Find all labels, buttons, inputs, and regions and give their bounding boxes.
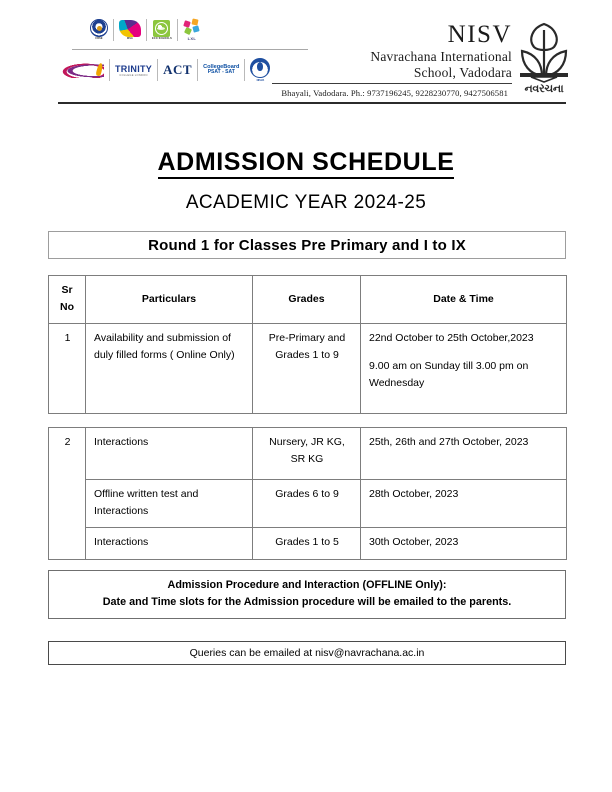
cell-sr-no: 2: [49, 428, 86, 560]
queries-notice: [48, 641, 566, 665]
logo-divider: [113, 19, 114, 41]
eco-globe-icon: [153, 20, 170, 37]
offline-procedure-notice: [48, 570, 566, 619]
logo-divider: [244, 59, 245, 81]
letterhead: [0, 0, 612, 112]
queries-notice-text: Queries can be emailed at nisv@navrachana.ac.in: [189, 647, 425, 659]
schedule-table-section-b: [48, 427, 567, 560]
page-subtitle: ACADEMIC YEAR 2024-25: [185, 192, 427, 213]
table-header-row: [49, 276, 567, 324]
school-name-rule: [272, 83, 512, 84]
page-title-text: ADMISSION SCHEDULE: [158, 148, 455, 179]
table-row: [49, 480, 567, 528]
schedule-table-section-a: [48, 275, 567, 414]
column-header-sr-no-line2: No: [60, 301, 74, 314]
nisva-logo-caption: NISVA: [256, 79, 265, 82]
school-name-line-1: Navrachana International: [370, 49, 512, 65]
column-header-sr-no: [49, 276, 86, 324]
column-header-date-time: Date & Time: [361, 276, 567, 324]
cell-date-time: 30th October, 2023: [361, 528, 567, 560]
cell-particulars: Interactions: [86, 428, 253, 480]
nisva-seal-icon: [250, 58, 270, 78]
navrachana-emblem: [514, 20, 574, 98]
council-swirl-icon: [58, 62, 104, 78]
cell-date-time: [361, 323, 567, 413]
cell-particulars: Offline written test and Interactions: [86, 480, 253, 528]
navrachana-leaf-emblem-icon: [514, 20, 574, 84]
school-contact-line: Bhayali, Vadodara. Ph.: 9737196245, 9228230770, 9427506581: [281, 88, 508, 98]
trinity-college-london-logo: [115, 64, 152, 77]
trinity-logo-caption: TRINITY: [115, 63, 153, 74]
college-board-logo-caption: CollegeBoard: [203, 63, 240, 70]
cell-grades: Nursery, JR KG, SR KG: [253, 428, 361, 480]
msa-international-school-award-logo: [119, 20, 141, 40]
school-name-line-2: School, Vadodara: [413, 65, 512, 81]
college-board-logo: [203, 64, 239, 76]
cbse-seal-icon: [90, 19, 108, 37]
table-row: [49, 528, 567, 560]
lxl-logo-caption: LXL: [187, 36, 197, 41]
round-banner-label: Round 1 for Classes Pre Primary and I to IX: [148, 236, 466, 254]
offline-procedure-notice-line-1: Admission Procedure and Interaction (OFFLINE Only):: [167, 579, 447, 591]
cell-particulars: Availability and submission of duly filled forms ( Online Only): [86, 323, 253, 413]
eco-schools-logo: [152, 20, 172, 40]
table-row: [49, 323, 567, 413]
cell-date-time-line-1: 22nd October to 25th October,2023: [369, 331, 534, 344]
cell-sr-no: 1: [49, 323, 86, 413]
page-title: [0, 148, 612, 177]
msa-logo-caption: MSA: [127, 36, 133, 40]
msa-mark-icon: [119, 20, 141, 37]
cbse-logo-caption: CBSE: [95, 37, 103, 41]
logo-divider: [197, 59, 198, 81]
act-logo: ACT: [163, 62, 193, 77]
offline-procedure-notice-line-2: Date and Time slots for the Admission procedure will be emailed to the parents.: [102, 595, 512, 608]
cell-grades: Grades 1 to 5: [253, 528, 361, 560]
council-international-schools-logo: [58, 62, 104, 78]
eco-schools-logo-caption: ECO SCHOOLS: [152, 36, 172, 40]
column-header-particulars: Particulars: [86, 276, 253, 324]
column-header-sr-no-line1: Sr: [61, 284, 73, 296]
cbse-logo: [90, 19, 108, 40]
lxl-ideas-logo: [183, 19, 201, 41]
cell-date-time: 28th October, 2023: [361, 480, 567, 528]
table-row: [49, 428, 567, 480]
cell-date-time-line-2: 9.00 am on Sunday till 3.00 pm on Wednesday: [369, 359, 529, 390]
college-board-logo-subcaption: PSAT - SAT: [207, 69, 235, 76]
trinity-logo-subcaption: COLLEGE LONDON: [119, 73, 148, 77]
school-identity: [272, 22, 512, 84]
cell-grades: Pre-Primary and Grades 1 to 9: [253, 323, 361, 413]
logo-divider: [177, 19, 178, 41]
cell-grades: Grades 6 to 9: [253, 480, 361, 528]
logo-divider: [109, 59, 110, 81]
cell-date-time: 25th, 26th and 27th October, 2023: [361, 428, 567, 480]
logo-divider: [146, 19, 147, 41]
column-header-grades: Grades: [253, 276, 361, 324]
emblem-word-navrachana: નવરચના: [524, 83, 564, 95]
logo-divider: [157, 59, 158, 81]
school-abbreviation: NISV: [447, 21, 512, 48]
letterhead-bottom-rule: [58, 102, 566, 104]
nisva-seal-logo: [250, 58, 270, 82]
cell-particulars: Interactions: [86, 528, 253, 560]
lxl-pinwheel-icon: [183, 19, 201, 35]
round-banner: [48, 231, 566, 259]
